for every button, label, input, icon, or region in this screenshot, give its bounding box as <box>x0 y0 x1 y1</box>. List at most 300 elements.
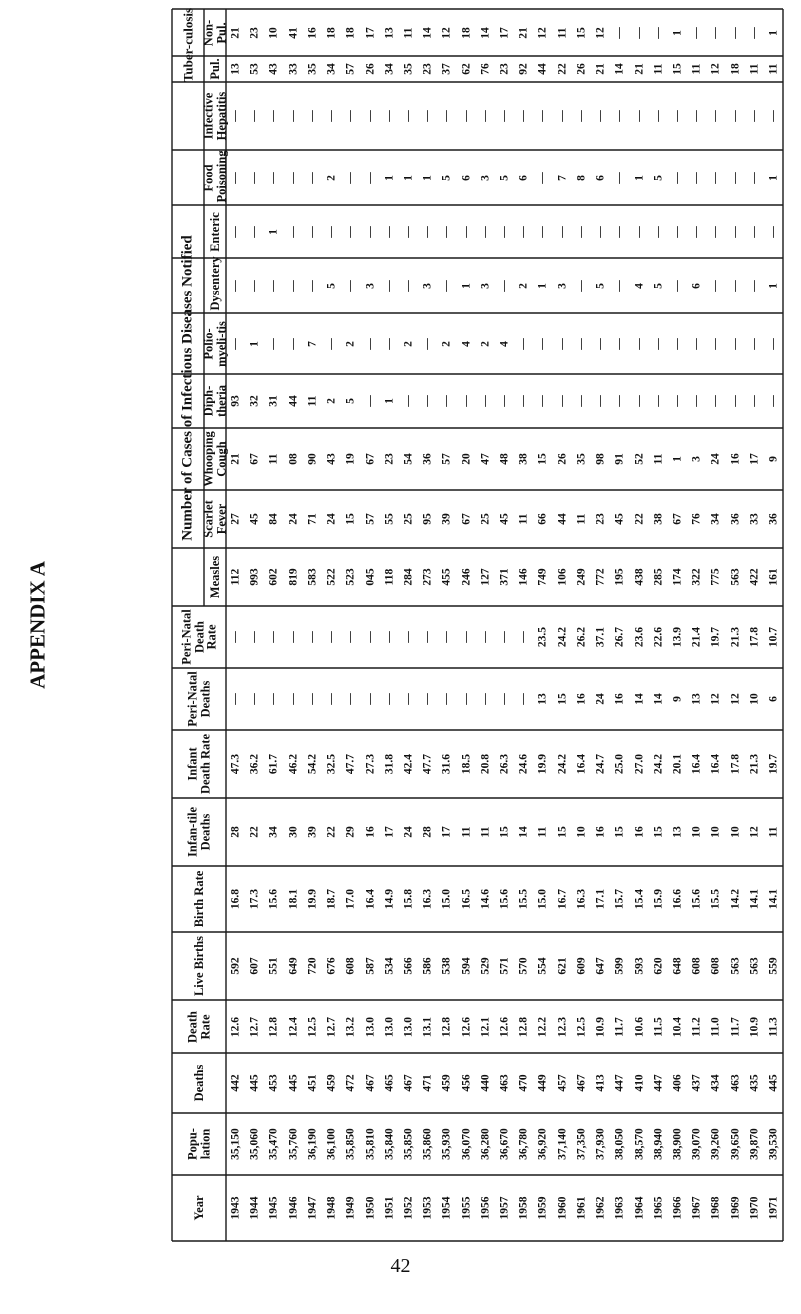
table-cell-diphtheria: — <box>363 395 376 407</box>
table-cell-infant_death_rate: 47.7 <box>421 753 434 775</box>
table-cell-death_rate: 10.9 <box>748 1016 761 1037</box>
table-cell-year: 1964 <box>632 1196 645 1220</box>
table-cell-live_births: 538 <box>440 957 453 975</box>
table-cell-deaths: 437 <box>690 1074 703 1092</box>
table-cell-tb_non_pul: 18 <box>325 26 338 39</box>
table-cell-whooping_cough: 48 <box>498 453 511 465</box>
table-cell-peri_natal_deaths: 15 <box>555 693 568 705</box>
table-cell-population: 37,350 <box>575 1128 588 1160</box>
table-cell-live_births: 571 <box>498 957 511 975</box>
table-cell-live_births: 608 <box>690 957 703 975</box>
table-cell-scarlet_fever: 44 <box>555 513 568 525</box>
table-cell-whooping_cough: 36 <box>421 453 434 465</box>
table-cell-measles: 583 <box>306 568 319 586</box>
table-cell-death_rate: 11.3 <box>767 1016 780 1037</box>
table-cell-food_poisoning: — <box>306 171 319 184</box>
table-cell-poliomyelitis: — <box>709 337 722 350</box>
table-cell-diphtheria: — <box>767 395 780 407</box>
table-cell-live_births: 608 <box>709 957 722 975</box>
table-cell-food_poisoning: 1 <box>402 174 415 181</box>
table-cell-tb_pul: 23 <box>421 63 434 75</box>
table-cell-birth_rate: 14.9 <box>382 888 395 910</box>
table-cell-enteric: — <box>555 225 568 238</box>
table-cell-tb_pul: 26 <box>575 63 588 75</box>
table-cell-poliomyelitis: — <box>632 337 645 350</box>
table-cell-deaths: 471 <box>421 1074 434 1092</box>
table-cell-dysentery: — <box>344 279 357 292</box>
table-cell-tb_pul: 11 <box>767 63 780 75</box>
table-cell-dysentery: — <box>498 279 511 292</box>
table-cell-dysentery: 1 <box>767 282 780 289</box>
table-cell-year: 1944 <box>248 1196 261 1220</box>
table-cell-year: 1970 <box>748 1196 761 1220</box>
table-cell-population: 35,810 <box>363 1128 376 1160</box>
table-cell-diphtheria: — <box>632 395 645 407</box>
table-cell-measles: 112 <box>229 568 242 586</box>
table-cell-death_rate: 12.7 <box>325 1016 338 1037</box>
table-cell-tb_non_pul: 1 <box>767 29 780 36</box>
table-cell-whooping_cough: 15 <box>536 453 549 465</box>
table-cell-live_births: 648 <box>671 957 684 975</box>
table-cell-dysentery: 1 <box>459 282 472 289</box>
table-cell-tb_non_pul: — <box>690 26 703 39</box>
table-cell-deaths: 459 <box>325 1074 338 1092</box>
table-cell-live_births: 649 <box>286 957 299 975</box>
table-cell-infective_hepatitis: — <box>671 110 684 122</box>
table-cell-birth_rate: 14.1 <box>767 888 780 910</box>
table-cell-population: 36,100 <box>325 1128 338 1160</box>
table-cell-scarlet_fever: 15 <box>344 513 357 525</box>
table-cell-infective_hepatitis: — <box>575 110 588 122</box>
table-cell-infant_death_rate: 20.1 <box>671 753 684 775</box>
table-cell-peri_natal_death_rate: — <box>402 631 415 643</box>
table-cell-food_poisoning: 6 <box>594 174 607 181</box>
table-cell-enteric: — <box>709 225 722 238</box>
table-cell-scarlet_fever: 33 <box>748 513 761 525</box>
table-cell-tb_non_pul: — <box>748 26 761 39</box>
table-cell-peri_natal_deaths: 9 <box>671 696 684 702</box>
table-cell-infantile_deaths: 29 <box>344 826 357 838</box>
table-cell-food_poisoning: — <box>248 171 261 184</box>
table-cell-infant_death_rate: 26.3 <box>498 753 511 775</box>
table-cell-poliomyelitis: — <box>613 337 626 350</box>
table-cell-live_births: 570 <box>517 957 530 975</box>
table-cell-tb_pul: 11 <box>690 63 703 75</box>
table-cell-tb_non_pul: 12 <box>440 26 453 39</box>
table-cell-tb_non_pul: 21 <box>517 26 530 39</box>
table-cell-scarlet_fever: 36 <box>767 513 780 525</box>
table-cell-year: 1950 <box>363 1196 376 1220</box>
table-cell-tb_non_pul: 12 <box>536 26 549 39</box>
table-cell-scarlet_fever: 22 <box>632 513 645 525</box>
table-cell-population: 35,850 <box>344 1128 357 1160</box>
table-cell-deaths: 470 <box>517 1074 530 1092</box>
table-cell-whooping_cough: 67 <box>248 453 261 465</box>
table-cell-peri_natal_deaths: — <box>267 693 280 705</box>
table-cell-infant_death_rate: 27.0 <box>632 753 645 775</box>
table-cell-diphtheria: — <box>575 395 588 407</box>
table-cell-infective_hepatitis: — <box>498 110 511 122</box>
table-cell-live_births: 620 <box>651 957 664 975</box>
table-cell-year: 1945 <box>267 1196 280 1220</box>
table-cell-enteric: — <box>248 225 261 238</box>
table-cell-measles: 106 <box>555 568 568 586</box>
table-cell-infantile_deaths: 30 <box>286 826 299 838</box>
table-cell-scarlet_fever: 23 <box>594 513 607 525</box>
table-cell-dysentery: 3 <box>421 282 434 289</box>
table-cell-tb_pul: 15 <box>671 63 684 75</box>
table-cell-measles: 118 <box>382 568 395 586</box>
table-cell-tb_pul: 57 <box>344 63 357 75</box>
table-cell-food_poisoning: 5 <box>651 174 664 181</box>
table-cell-death_rate: 12.3 <box>555 1016 568 1037</box>
table-cell-peri_natal_deaths: — <box>498 693 511 705</box>
table-cell-diphtheria: 2 <box>325 398 338 404</box>
table-cell-enteric: — <box>728 225 741 238</box>
table-cell-scarlet_fever: 71 <box>306 513 319 525</box>
table-cell-infant_death_rate: 19.7 <box>767 753 780 775</box>
table-cell-poliomyelitis: — <box>767 337 780 350</box>
table-cell-deaths: 456 <box>459 1074 472 1092</box>
table-cell-poliomyelitis: — <box>748 337 761 350</box>
table-cell-poliomyelitis: — <box>728 337 741 350</box>
table-cell-enteric: — <box>632 225 645 238</box>
table-cell-diphtheria: — <box>728 395 741 407</box>
table-cell-population: 36,670 <box>498 1128 511 1160</box>
table-cell-diphtheria: — <box>613 395 626 407</box>
table-cell-peri_natal_death_rate: — <box>325 631 338 643</box>
table-cell-birth_rate: 14.1 <box>748 888 761 910</box>
table-cell-infective_hepatitis: — <box>728 110 741 122</box>
table-cell-population: 39,070 <box>690 1128 703 1160</box>
table-cell-food_poisoning: 3 <box>479 174 492 181</box>
table-cell-food_poisoning: 7 <box>555 174 568 181</box>
table-cell-year: 1971 <box>767 1196 780 1220</box>
table-cell-peri_natal_death_rate: — <box>363 631 376 643</box>
table-cell-whooping_cough: 54 <box>402 453 415 465</box>
table-cell-deaths: 435 <box>748 1074 761 1092</box>
table-cell-year: 1953 <box>421 1196 434 1220</box>
table-cell-deaths: 440 <box>479 1074 492 1092</box>
table-cell-infant_death_rate: 17.8 <box>728 753 741 775</box>
table-cell-poliomyelitis: — <box>536 337 549 350</box>
table-cell-food_poisoning: 6 <box>517 174 530 181</box>
table-cell-diphtheria: 31 <box>267 395 280 407</box>
table-cell-infantile_deaths: 15 <box>555 826 568 838</box>
table-cell-measles: 819 <box>286 568 299 586</box>
table-cell-measles: 523 <box>344 568 357 586</box>
table-cell-population: 35,150 <box>229 1128 242 1160</box>
table-cell-scarlet_fever: 66 <box>536 513 549 525</box>
table-cell-diphtheria: 5 <box>344 398 357 404</box>
table-cell-death_rate: 12.5 <box>575 1016 588 1037</box>
table-cell-peri_natal_deaths: 24 <box>594 693 607 705</box>
table-cell-food_poisoning: — <box>363 171 376 184</box>
table-cell-poliomyelitis: — <box>555 337 568 350</box>
column-header-tb_non_pul: Non-Pul. <box>201 19 228 46</box>
column-header-peri_natal_deaths: Peri-Natal Deaths <box>185 671 212 727</box>
table-cell-death_rate: 12.1 <box>479 1016 492 1037</box>
table-cell-death_rate: 12.6 <box>498 1016 511 1037</box>
table-cell-scarlet_fever: 11 <box>575 513 588 525</box>
table-cell-food_poisoning: — <box>613 171 626 184</box>
table-cell-food_poisoning: 1 <box>632 174 645 181</box>
table-cell-diphtheria: — <box>479 395 492 407</box>
table-cell-infantile_deaths: 11 <box>767 826 780 838</box>
table-cell-diphtheria: 32 <box>248 395 261 407</box>
table-cell-poliomyelitis: — <box>363 337 376 350</box>
table-cell-live_births: 599 <box>613 957 626 975</box>
table-cell-birth_rate: 16.3 <box>421 888 434 910</box>
table-cell-enteric: — <box>671 225 684 238</box>
table-cell-tb_non_pul: — <box>709 26 722 39</box>
column-header-infant_death_rate: Infant Death Rate <box>185 733 212 795</box>
table-cell-measles: 993 <box>248 568 261 586</box>
table-cell-scarlet_fever: 25 <box>479 513 492 525</box>
table-cell-tb_pul: 34 <box>382 63 395 75</box>
table-cell-deaths: 463 <box>498 1074 511 1092</box>
table-cell-peri_natal_deaths: — <box>479 693 492 705</box>
table-cell-deaths: 445 <box>286 1074 299 1092</box>
table-cell-scarlet_fever: 55 <box>382 513 395 525</box>
table-cell-tb_non_pul: 1 <box>671 29 684 36</box>
table-cell-poliomyelitis: — <box>286 337 299 350</box>
table-cell-food_poisoning: — <box>728 171 741 184</box>
table-cell-dysentery: 5 <box>325 282 338 289</box>
table-cell-death_rate: 11.7 <box>728 1016 741 1037</box>
column-header-whooping_cough: Whooping Cough <box>201 431 228 487</box>
table-cell-scarlet_fever: 57 <box>363 513 376 525</box>
table-cell-infective_hepatitis: — <box>767 110 780 122</box>
table-cell-peri_natal_deaths: 16 <box>575 693 588 705</box>
table-cell-whooping_cough: 20 <box>459 453 472 465</box>
table-cell-infantile_deaths: 11 <box>479 826 492 838</box>
table-cell-peri_natal_death_rate: 10.7 <box>767 626 780 648</box>
table-cell-infective_hepatitis: — <box>613 110 626 122</box>
table-cell-infant_death_rate: 25.0 <box>613 753 626 775</box>
table-cell-peri_natal_death_rate: — <box>248 631 261 643</box>
table-cell-infective_hepatitis: — <box>748 110 761 122</box>
table-cell-infant_death_rate: 19.9 <box>536 753 549 775</box>
table-cell-scarlet_fever: 11 <box>517 513 530 525</box>
table-cell-poliomyelitis: 2 <box>344 340 357 347</box>
table-cell-deaths: 467 <box>575 1074 588 1092</box>
table-cell-peri_natal_death_rate: 26.7 <box>613 626 626 648</box>
table-cell-tb_non_pul: — <box>651 26 664 39</box>
table-cell-scarlet_fever: 76 <box>690 513 703 525</box>
table-cell-food_poisoning: — <box>709 171 722 184</box>
table-cell-live_births: 594 <box>459 957 472 975</box>
table-cell-infantile_deaths: 22 <box>248 826 261 838</box>
table-cell-measles: 438 <box>632 568 645 586</box>
table-cell-deaths: 467 <box>402 1074 415 1092</box>
table-cell-year: 1966 <box>671 1196 684 1220</box>
table-cell-peri_natal_deaths: 10 <box>748 693 761 705</box>
table-cell-infant_death_rate: 32.5 <box>325 753 338 775</box>
table-cell-tb_pul: 43 <box>267 63 280 75</box>
table-cell-whooping_cough: 47 <box>479 453 492 465</box>
table-cell-birth_rate: 15.0 <box>440 888 453 910</box>
table-cell-peri_natal_death_rate: 24.2 <box>555 626 568 648</box>
table-cell-tb_pul: 22 <box>555 63 568 75</box>
table-cell-enteric: 1 <box>267 228 280 235</box>
table-cell-infant_death_rate: 21.3 <box>748 753 761 775</box>
table-cell-peri_natal_deaths: 14 <box>632 693 645 705</box>
table-cell-death_rate: 11.0 <box>709 1016 722 1037</box>
table-cell-infantile_deaths: 11 <box>536 826 549 838</box>
table-cell-year: 1959 <box>536 1196 549 1220</box>
column-header-tb_pul: Pul. <box>207 58 222 80</box>
table-cell-infective_hepatitis: — <box>248 110 261 122</box>
table-cell-measles: 455 <box>440 568 453 586</box>
table-cell-death_rate: 12.8 <box>440 1016 453 1037</box>
table-cell-measles: 146 <box>517 568 530 586</box>
table-cell-measles: 422 <box>748 568 761 586</box>
table-cell-infantile_deaths: 34 <box>267 826 280 838</box>
table-cell-population: 37,140 <box>555 1128 568 1160</box>
table-cell-diphtheria: 11 <box>306 395 319 407</box>
table-cell-infective_hepatitis: — <box>325 110 338 122</box>
table-cell-poliomyelitis: — <box>325 337 338 350</box>
table-cell-birth_rate: 16.4 <box>363 888 376 910</box>
table-cell-infective_hepatitis: — <box>286 110 299 122</box>
table-cell-infantile_deaths: 10 <box>575 826 588 838</box>
table-cell-tb_pul: 76 <box>479 63 492 75</box>
table-cell-poliomyelitis: — <box>594 337 607 350</box>
table-cell-food_poisoning: — <box>286 171 299 184</box>
table-cell-scarlet_fever: 25 <box>402 513 415 525</box>
table-cell-dysentery: 5 <box>651 282 664 289</box>
table-cell-dysentery: — <box>248 279 261 292</box>
column-header-live_births: Live Births <box>191 935 206 997</box>
table-cell-population: 39,530 <box>767 1128 780 1160</box>
table-cell-infective_hepatitis: — <box>306 110 319 122</box>
table-cell-death_rate: 12.4 <box>286 1016 299 1037</box>
table-cell-tb_non_pul: — <box>728 26 741 39</box>
table-cell-whooping_cough: 3 <box>690 456 703 462</box>
table-cell-poliomyelitis: 1 <box>248 340 261 347</box>
table-cell-dysentery: — <box>748 279 761 292</box>
table-cell-infantile_deaths: 15 <box>613 826 626 838</box>
table-cell-infantile_deaths: 11 <box>459 826 472 838</box>
table-cell-live_births: 587 <box>363 957 376 975</box>
table-cell-death_rate: 12.7 <box>248 1016 261 1037</box>
table-cell-peri_natal_deaths: — <box>286 693 299 705</box>
table-cell-death_rate: 13.0 <box>363 1016 376 1037</box>
table-cell-whooping_cough: 9 <box>767 456 780 462</box>
column-header-infantile_deaths: Infan-tile Deaths <box>185 807 212 857</box>
table-cell-diphtheria: — <box>517 395 530 407</box>
table-cell-infantile_deaths: 22 <box>325 826 338 838</box>
table-cell-measles: 285 <box>651 568 664 586</box>
table-cell-birth_rate: 15.6 <box>267 888 280 910</box>
table-cell-infantile_deaths: 16 <box>363 826 376 838</box>
table-cell-whooping_cough: 35 <box>575 453 588 465</box>
table-cell-live_births: 608 <box>344 957 357 975</box>
table-cell-scarlet_fever: 67 <box>459 513 472 525</box>
table-cell-dysentery: 3 <box>479 282 492 289</box>
table-cell-deaths: 447 <box>651 1074 664 1092</box>
table-cell-year: 1967 <box>690 1196 703 1220</box>
table-cell-peri_natal_death_rate: — <box>267 631 280 643</box>
table-cell-population: 36,190 <box>306 1128 319 1160</box>
table-cell-population: 35,860 <box>421 1128 434 1160</box>
column-header-poliomyelitis: Polio-myeli-tis <box>201 320 228 367</box>
table-cell-death_rate: 10.4 <box>671 1016 684 1037</box>
table-cell-infant_death_rate: 61.7 <box>267 753 280 775</box>
table-cell-food_poisoning: 8 <box>575 174 588 181</box>
column-header-scarlet_fever: Scarlet Fever <box>201 500 228 538</box>
table-cell-peri_natal_deaths: — <box>440 693 453 705</box>
table-cell-tb_non_pul: 17 <box>498 26 511 39</box>
table-cell-year: 1963 <box>613 1196 626 1220</box>
table-cell-whooping_cough: 43 <box>325 453 338 465</box>
table-cell-diphtheria: — <box>748 395 761 407</box>
table-cell-poliomyelitis: — <box>421 337 434 350</box>
table-cell-birth_rate: 16.5 <box>459 888 472 910</box>
table-cell-live_births: 720 <box>306 957 319 975</box>
table-cell-food_poisoning: 1 <box>421 174 434 181</box>
table-cell-death_rate: 13.0 <box>382 1016 395 1037</box>
table-cell-peri_natal_deaths: — <box>344 693 357 705</box>
table-cell-year: 1962 <box>594 1196 607 1220</box>
table-cell-food_poisoning: 2 <box>325 174 338 181</box>
table-cell-tb_pul: 11 <box>748 63 761 75</box>
table-cell-tb_non_pul: 21 <box>229 26 242 39</box>
column-header-birth_rate: Birth Rate <box>191 870 206 928</box>
table-cell-population: 38,900 <box>671 1128 684 1160</box>
table-cell-infant_death_rate: 42.4 <box>402 753 415 775</box>
table-cell-live_births: 559 <box>767 957 780 975</box>
table-cell-deaths: 442 <box>229 1074 242 1092</box>
table-cell-scarlet_fever: 34 <box>709 513 722 525</box>
table-cell-infantile_deaths: 13 <box>671 826 684 838</box>
table-cell-tb_pul: 53 <box>248 63 261 75</box>
table-cell-birth_rate: 15.4 <box>632 888 645 910</box>
table-cell-enteric: — <box>748 225 761 238</box>
table-cell-year: 1955 <box>459 1196 472 1220</box>
table-cell-enteric: — <box>440 225 453 238</box>
table-cell-peri_natal_deaths: — <box>229 693 242 705</box>
table-cell-deaths: 459 <box>440 1074 453 1092</box>
table-cell-birth_rate: 17.0 <box>344 888 357 910</box>
table-cell-population: 36,070 <box>459 1128 472 1160</box>
table-cell-infective_hepatitis: — <box>440 110 453 122</box>
table-cell-tb_non_pul: 41 <box>286 26 299 39</box>
table-cell-peri_natal_death_rate: 23.6 <box>632 626 645 648</box>
table-cell-infantile_deaths: 17 <box>440 826 453 838</box>
table-cell-infantile_deaths: 16 <box>594 826 607 838</box>
table-cell-population: 35,840 <box>382 1128 395 1160</box>
table-cell-measles: 284 <box>402 568 415 586</box>
table-cell-peri_natal_death_rate: — <box>517 631 530 643</box>
table-cell-scarlet_fever: 38 <box>651 513 664 525</box>
table-cell-population: 35,470 <box>267 1128 280 1160</box>
table-cell-tb_pul: 13 <box>229 63 242 75</box>
table-cell-birth_rate: 18.1 <box>286 888 299 910</box>
table-cell-peri_natal_death_rate: 22.6 <box>651 626 664 648</box>
table-cell-tb_non_pul: 18 <box>459 26 472 39</box>
table-cell-measles: 772 <box>594 568 607 586</box>
table-cell-peri_natal_death_rate: 37.1 <box>594 626 607 648</box>
table-cell-tb_non_pul: 14 <box>421 26 434 39</box>
table-cell-dysentery: — <box>575 279 588 292</box>
table-cell-birth_rate: 16.7 <box>555 888 568 910</box>
table-cell-measles: 371 <box>498 568 511 586</box>
table-cell-deaths: 463 <box>728 1074 741 1092</box>
table-cell-whooping_cough: 98 <box>594 453 607 465</box>
table-cell-live_births: 563 <box>728 957 741 975</box>
